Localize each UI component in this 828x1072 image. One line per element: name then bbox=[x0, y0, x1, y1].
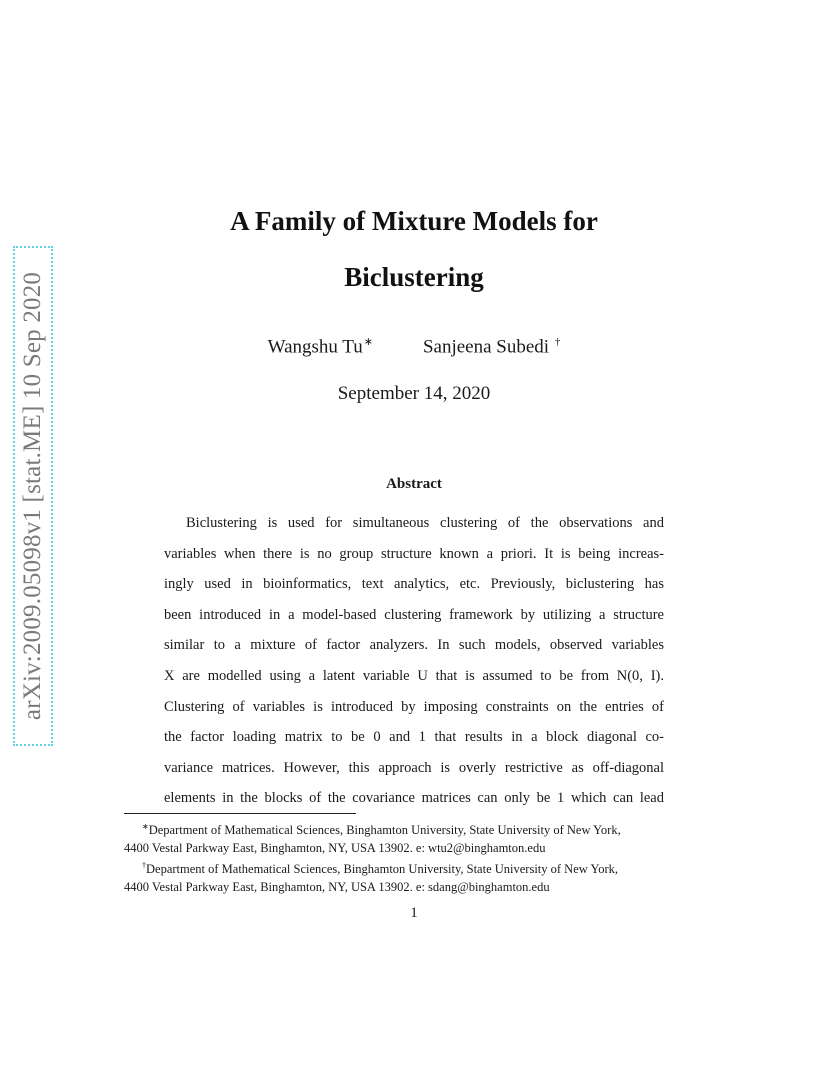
footnote-2-mark: † bbox=[142, 861, 146, 871]
footnotes bbox=[124, 818, 704, 896]
footnote-1 bbox=[124, 818, 704, 840]
footnote-2-continuation: 4400 Vestal Parkway East, Binghamton, NY, USA 13902. e: sdang@binghamton.edu bbox=[124, 879, 550, 894]
abstract-line: Biclustering is used for simultaneous clustering of the observations and bbox=[186, 515, 664, 531]
author-1-name: Wangshu Tu bbox=[267, 336, 363, 358]
abstract-line: Clustering of variables is introduced by imposing constraints on the entries of bbox=[164, 698, 664, 715]
abstract-line: similar to a mixture of factor analyzers. In such models, observed variables bbox=[164, 637, 664, 654]
footnote-1-text: Department of Mathematical Sciences, Binghamton University, State University of New York, bbox=[148, 823, 621, 838]
abstract-line: the factor loading matrix to be 0 and 1 that results in a block diagonal co- bbox=[164, 729, 664, 746]
abstract-line: ingly used in bioinformatics, text analytics, etc. Previously, biclustering has bbox=[164, 576, 664, 593]
abstract-line: variables when there is no group structure known a priori. It is being increas- bbox=[164, 545, 664, 562]
footnote-rule bbox=[124, 813, 356, 814]
abstract-line: elements in the blocks of the covariance matrices can only be 1 which can lead bbox=[164, 790, 664, 807]
abstract-body bbox=[164, 508, 664, 814]
publication-date: September 14, 2020 bbox=[337, 383, 491, 404]
footnote-2 bbox=[124, 857, 704, 879]
arxiv-stamp bbox=[13, 246, 53, 746]
author-1-footnote-mark: ∗ bbox=[363, 336, 373, 348]
paper-title-line-1: A Family of Mixture Models for bbox=[230, 206, 598, 236]
page-number: 1 bbox=[410, 905, 418, 921]
author-2-name: Sanjeena Subedi bbox=[422, 336, 550, 358]
footnote-2-text: Department of Mathematical Sciences, Binghamton University, State University of New York, bbox=[146, 862, 619, 877]
footnote-1-mark: ∗ bbox=[142, 822, 149, 831]
author-2 bbox=[423, 336, 560, 358]
abstract-line: variance matrices. However, this approach is overly restrictive as off-diagonal bbox=[164, 759, 664, 776]
abstract-heading: Abstract bbox=[386, 476, 442, 492]
author-2-footnote-mark: † bbox=[554, 336, 561, 348]
abstract-line: X are modelled using a latent variable U that is assumed to be from N(0, I). bbox=[164, 667, 664, 684]
paper-title-line-2: Biclustering bbox=[344, 262, 484, 292]
author-list bbox=[124, 335, 704, 358]
arxiv-identifier: arXiv:2009.05098v1 [stat.ME] 10 Sep 2020 bbox=[19, 271, 46, 721]
abstract-line: been introduced in a model-based clustering framework by utilizing a structure bbox=[164, 606, 664, 623]
author-1 bbox=[268, 335, 373, 358]
footnote-1-continuation: 4400 Vestal Parkway East, Binghamton, NY, USA 13902. e: wtu2@binghamton.edu bbox=[124, 840, 546, 855]
